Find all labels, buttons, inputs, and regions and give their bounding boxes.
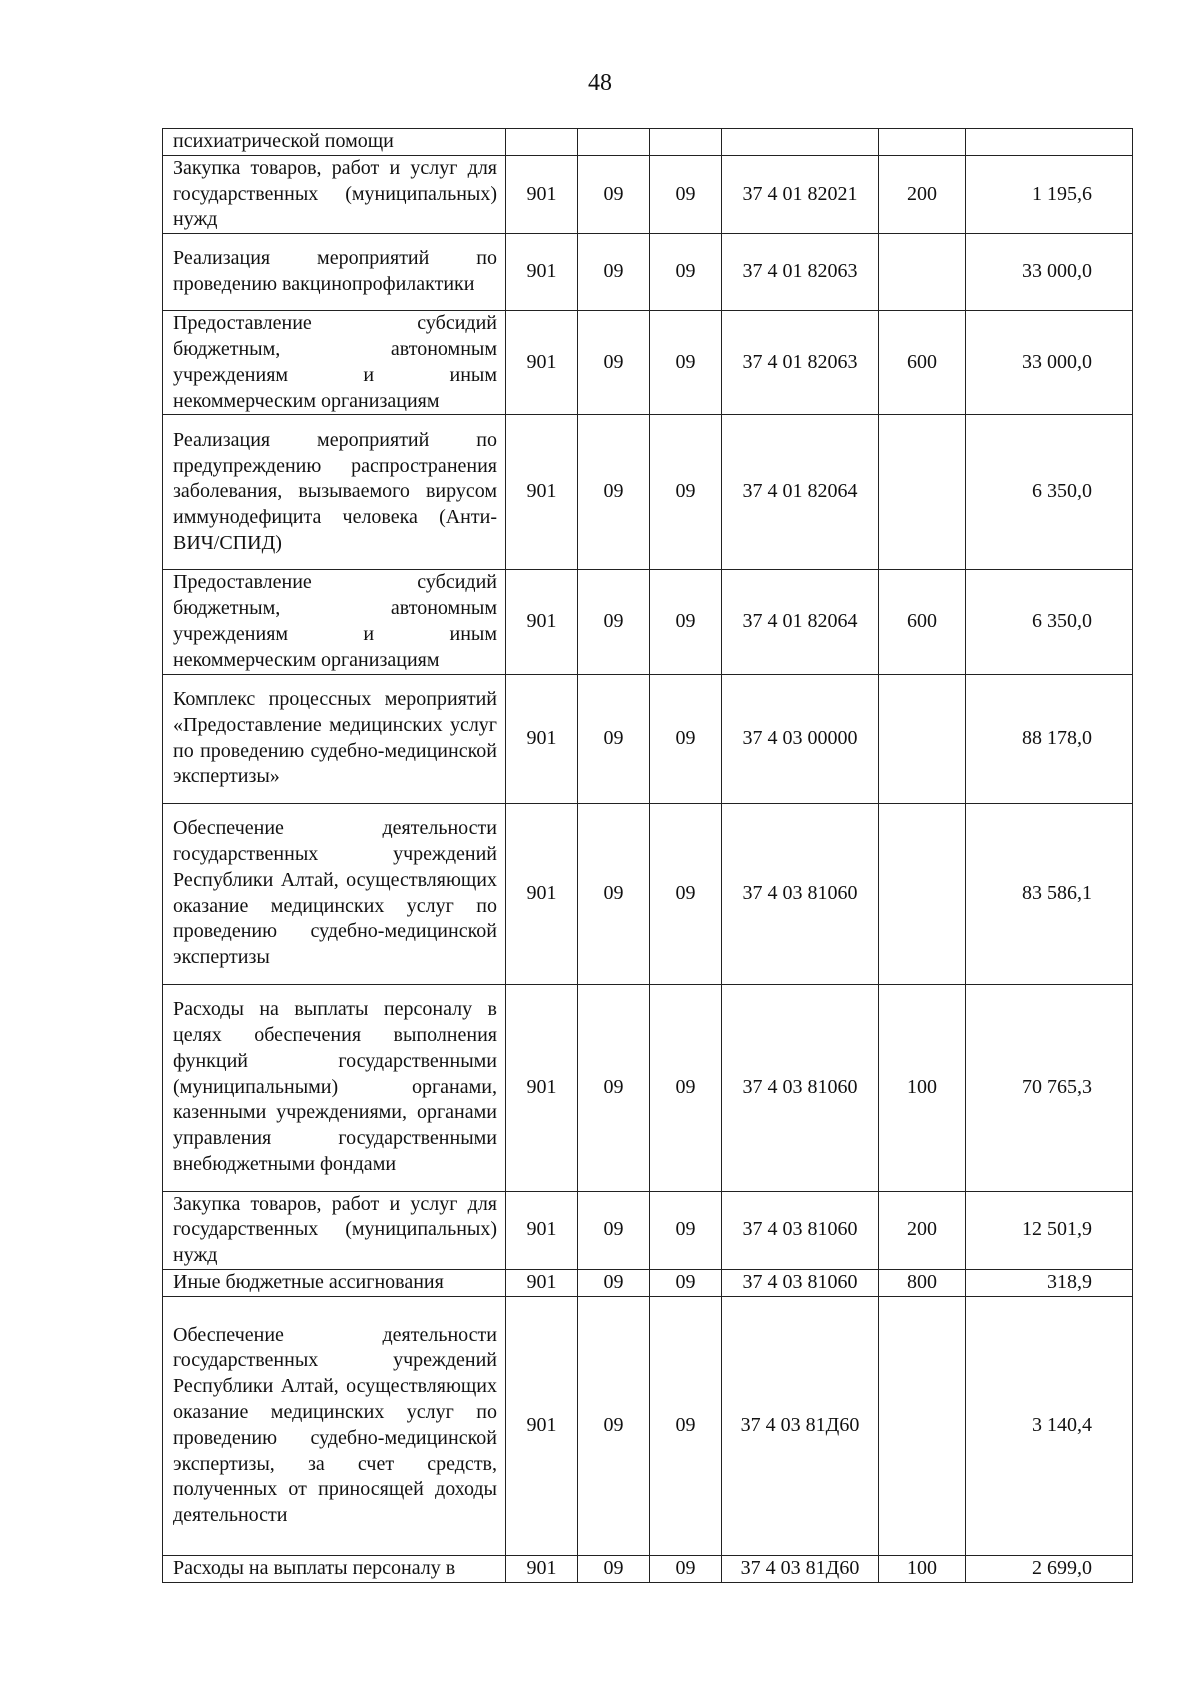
admin-code: 901	[506, 674, 578, 803]
section-code: 09	[578, 155, 650, 233]
amount: 33 000,0	[966, 234, 1133, 311]
admin-code: 901	[506, 1555, 578, 1582]
subsection-code: 09	[650, 311, 722, 415]
section-code: 09	[578, 234, 650, 311]
admin-code	[506, 129, 578, 156]
target-article-code: 37 4 03 81060	[722, 1269, 879, 1296]
row-name: Закупка товаров, работ и услуг для государственных (муниципальных) нужд	[163, 1191, 506, 1269]
amount: 1 195,6	[966, 155, 1133, 233]
admin-code: 901	[506, 415, 578, 570]
table-row	[163, 129, 1133, 156]
subsection-code: 09	[650, 1555, 722, 1582]
expense-type-code	[879, 674, 966, 803]
section-code: 09	[578, 1191, 650, 1269]
admin-code: 901	[506, 1296, 578, 1555]
section-code: 09	[578, 570, 650, 674]
admin-code: 901	[506, 984, 578, 1191]
admin-code: 901	[506, 570, 578, 674]
section-code: 09	[578, 674, 650, 803]
subsection-code: 09	[650, 1296, 722, 1555]
row-name: Реализация мероприятий по предупреждению распространения заболевания, вызываемого вирусом иммунодефицита человека (Анти-ВИЧ/СПИД)	[163, 415, 506, 570]
expense-type-code: 200	[879, 1191, 966, 1269]
section-code: 09	[578, 984, 650, 1191]
subsection-code: 09	[650, 1191, 722, 1269]
table-row	[163, 311, 1133, 415]
section-code: 09	[578, 1269, 650, 1296]
amount: 33 000,0	[966, 311, 1133, 415]
admin-code: 901	[506, 234, 578, 311]
subsection-code: 09	[650, 674, 722, 803]
section-code: 09	[578, 311, 650, 415]
amount	[966, 129, 1133, 156]
page-number: 48	[588, 70, 612, 96]
table-body	[163, 129, 1133, 1583]
row-name: Закупка товаров, работ и услуг для государственных (муниципальных) нужд	[163, 155, 506, 233]
subsection-code: 09	[650, 803, 722, 984]
section-code: 09	[578, 803, 650, 984]
target-article-code: 37 4 03 00000	[722, 674, 879, 803]
row-name: Расходы на выплаты персоналу в целях обеспечения выполнения функций государственными (муниципальными) органами, казенными учреждениями, органами управления государственными внебюджетными фондами	[163, 984, 506, 1191]
target-article-code: 37 4 03 81Д60	[722, 1555, 879, 1582]
row-name: Предоставление субсидий бюджетным, автономным учреждениям и иным некоммерческим организациям	[163, 311, 506, 415]
amount: 2 699,0	[966, 1555, 1133, 1582]
admin-code: 901	[506, 155, 578, 233]
expense-type-code: 600	[879, 570, 966, 674]
target-article-code: 37 4 03 81Д60	[722, 1296, 879, 1555]
section-code: 09	[578, 415, 650, 570]
subsection-code: 09	[650, 570, 722, 674]
expense-type-code: 600	[879, 311, 966, 415]
amount: 83 586,1	[966, 803, 1133, 984]
expense-type-code	[879, 129, 966, 156]
expense-type-code	[879, 415, 966, 570]
row-name: Предоставление субсидий бюджетным, автономным учреждениям и иным некоммерческим организациям	[163, 570, 506, 674]
table-row	[163, 1191, 1133, 1269]
section-code: 09	[578, 1555, 650, 1582]
table-row	[163, 415, 1133, 570]
subsection-code: 09	[650, 234, 722, 311]
section-code	[578, 129, 650, 156]
expense-type-code: 100	[879, 984, 966, 1191]
row-name: Расходы на выплаты персоналу в	[163, 1555, 506, 1582]
subsection-code: 09	[650, 155, 722, 233]
target-article-code: 37 4 03 81060	[722, 1191, 879, 1269]
row-name: Иные бюджетные ассигнования	[163, 1269, 506, 1296]
admin-code: 901	[506, 1191, 578, 1269]
target-article-code: 37 4 01 82063	[722, 234, 879, 311]
target-article-code: 37 4 03 81060	[722, 984, 879, 1191]
target-article-code	[722, 129, 879, 156]
expense-type-code	[879, 234, 966, 311]
subsection-code: 09	[650, 415, 722, 570]
target-article-code: 37 4 01 82063	[722, 311, 879, 415]
target-article-code: 37 4 01 82064	[722, 415, 879, 570]
table-row	[163, 803, 1133, 984]
table-row	[163, 674, 1133, 803]
expense-type-code	[879, 1296, 966, 1555]
table-row	[163, 155, 1133, 233]
target-article-code: 37 4 03 81060	[722, 803, 879, 984]
amount: 6 350,0	[966, 415, 1133, 570]
table-row	[163, 234, 1133, 311]
row-name: психиатрической помощи	[163, 129, 506, 156]
admin-code: 901	[506, 311, 578, 415]
amount: 88 178,0	[966, 674, 1133, 803]
subsection-code: 09	[650, 1269, 722, 1296]
table-row	[163, 1269, 1133, 1296]
table-row	[163, 1296, 1133, 1555]
admin-code: 901	[506, 1269, 578, 1296]
row-name: Обеспечение деятельности государственных учреждений Республики Алтай, осуществляющих оказание медицинских услуг по проведению судебно-медицинской экспертизы, за счет средств, полученных от приносящей доходы деятельности	[163, 1296, 506, 1555]
table-row	[163, 984, 1133, 1191]
amount: 3 140,4	[966, 1296, 1133, 1555]
section-code: 09	[578, 1296, 650, 1555]
expense-type-code: 800	[879, 1269, 966, 1296]
table-row	[163, 1555, 1133, 1582]
subsection-code	[650, 129, 722, 156]
amount: 70 765,3	[966, 984, 1133, 1191]
table-row	[163, 570, 1133, 674]
row-name: Комплекс процессных мероприятий «Предоставление медицинских услуг по проведению судебно-медицинской экспертизы»	[163, 674, 506, 803]
expense-type-code: 200	[879, 155, 966, 233]
budget-table	[162, 128, 1133, 1583]
row-name: Обеспечение деятельности государственных учреждений Республики Алтай, осуществляющих оказание медицинских услуг по проведению судебно-медицинской экспертизы	[163, 803, 506, 984]
amount: 12 501,9	[966, 1191, 1133, 1269]
subsection-code: 09	[650, 984, 722, 1191]
amount: 6 350,0	[966, 570, 1133, 674]
row-name: Реализация мероприятий по проведению вакцинопрофилактики	[163, 234, 506, 311]
target-article-code: 37 4 01 82021	[722, 155, 879, 233]
expense-type-code	[879, 803, 966, 984]
target-article-code: 37 4 01 82064	[722, 570, 879, 674]
amount: 318,9	[966, 1269, 1133, 1296]
expense-type-code: 100	[879, 1555, 966, 1582]
admin-code: 901	[506, 803, 578, 984]
